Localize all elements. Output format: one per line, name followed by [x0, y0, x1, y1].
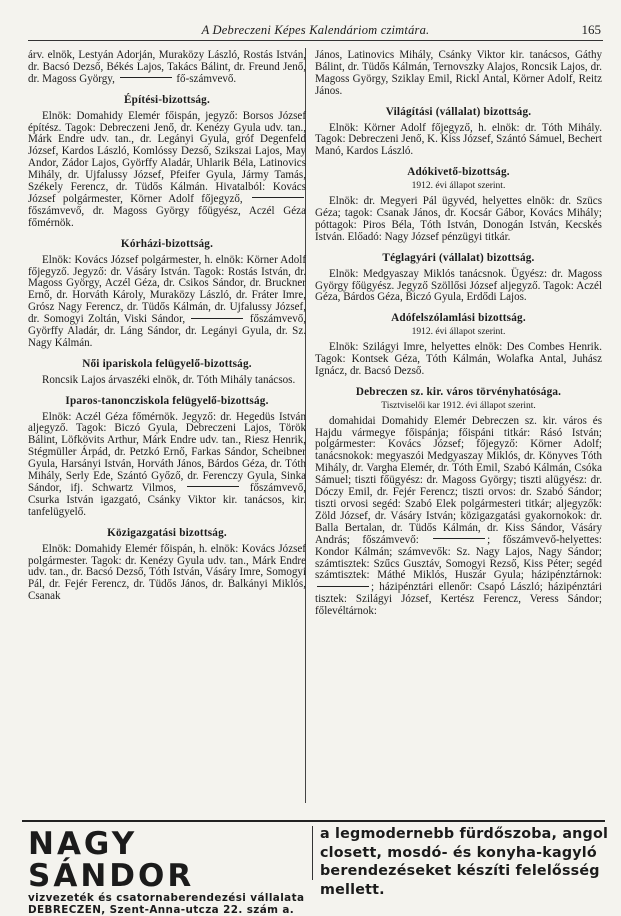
- left-intro-text: árv. elnök, Lestyán Adorján, Muraközy László, Rostás István, dr. Bacsó Dezső, Békés Lajos, Takács Bálint, dr. Freund Jenő, dr. Magoss György,: [28, 49, 306, 85]
- blank-rule: [187, 486, 239, 487]
- section-text-teglagyari: Elnök: Medgyaszay Miklós tanácsnok. Ügyész: dr. Magoss György főügyész. Jegyző Szöllősi József aljegyző. Tagok: Aczél Géza, Bárdos Géza, Biczó Gyula, Erdődi Lajos.: [315, 267, 602, 304]
- section-text-korhazi: [28, 255, 306, 350]
- section-text-part: Elnök: Domahidy Elemér főispán, jegyző: Borsos József építész. Tagok: Debreczeni Jenő, dr. Kenézy Gyula udv. tan., Márk Endre udv. tan., dr. Legányi Gyula, gróf Degenfeld József, Kardos László, Komlóssy Dezső, Szikszai Lajos, May Andor, Zádor Lajos, Györffy Aladár, Uhlarik Béla, Latinovics Mihály, dr. Ujfalussy József, Pfeifer Gyula, Jármy Tamás, Székely Ferencz, dr. Tüdős Kálmán. Hivatalból: Kovács József polgármester, Körner Adolf főjegyző,: [28, 109, 306, 205]
- blank-rule: [191, 318, 243, 319]
- blank-rule: [433, 538, 485, 539]
- section-text-part: főszámvevő, Csurka István igazgató, Csánky Viktor kir. tanácsos, kir. tanfelügyelő.: [28, 482, 306, 518]
- section-heading-teglagyari: Téglagyári (vállalat) bizottság.: [382, 251, 535, 264]
- section-text-part: főszámvevő, Györffy Aladár, dr. Láng Sándor, dr. Legányi Gyula, dr. Sz. Nagy Kálmán.: [28, 313, 307, 349]
- section-subheading-adofelszolamlasi: 1912. évi állapot szerint.: [411, 327, 506, 338]
- advert-divider: [312, 826, 313, 880]
- running-head: [28, 22, 603, 41]
- section-heading-torvenyhatosag: Debreczen sz. kir. város törvényhatósága.: [355, 385, 562, 398]
- section-heading-iparos-tanoncz: Iparos-tanoncziskola felügyelő-bizottság.: [65, 394, 269, 407]
- section-heading-korhazi: Kórházi-bizottság.: [120, 237, 214, 250]
- section-text-iparos-tanoncz: [28, 412, 306, 519]
- section-text-vilagitasi: Elnök: Körner Adolf főjegyző, h. elnök: dr. Tóth Mihály. Tagok: Debreczeni Jenő, K. Kiss József, Szántó Sámuel, Bechert Manó, Kardos László.: [315, 121, 602, 158]
- left-intro-tail: fő-számvevő.: [176, 72, 237, 85]
- section-heading-adofelszolamlasi: Adófelszólamlási bizottság.: [391, 312, 526, 325]
- section-text-epitesi: [28, 111, 306, 230]
- section-text-adokiveto: Elnök: dr. Megyeri Pál ügyvéd, helyettes elnök: dr. Szücs Géza; tagok: Csanak János, dr. Kocsár Gábor, Kovács Mihály; póttagok: Piros Béla, Tóth István, Donogán István, Kecskés István. Előadó: Nagy József pénzügyi titkár.: [315, 195, 602, 243]
- section-text-torvenyhatosag: domahidai Domahidy Elemér Debreczen sz. kir. város és Hajdu vármegye főispánja; főispáni titkár: Rásó István; polgármester: Kovács József; főjegyző: Körner Adolf; tanácsnokok: megyaszói Medgyaszay Miklós, dr. Könyves Tóth Mihály, dr. Vargha Elemér, dr. Tóth Emil, Szabó Kálmán, Csóka Sámuel; tiszti főügyész: dr. Magoss György; tiszti alügyész: dr. Dóczy Emil, dr. Fejér Ferencz; tiszti orvos: dr. Szabó Sándor; tiszti orvosi segéd: Szabó Elek polgármesteri titkár; aljegyzők: Zöld József, dr. Vásáry István; közigazgatási gyakornokok: dr. Balla Bertalan, dr. Tüdős Kálmán, dr. Kiss Sándor, Vásáry András; főszámvevő: ; főszámvevő-helyettes: Kondor Kálmán; számvevők: Sz. Nagy Lajos, Nagy Sándor; számtisztek: Szűcs Gusztáv, Somogyi Rezső, Kiss Péter; segéd számtisztek: Máthé Miklós, Huszár Gyula; házipénztárnok: ; házipénztári ellenőr: Csapó László; házipénztári tisztek: Szilágyi József, Kertész Ferencz, Veress Sándor; főlevéltárnok:: [315, 414, 602, 618]
- advert-desc-line2: DEBRECZEN, Szent-Anna-utcza 22. szám a.: [28, 904, 295, 916]
- section-subheading-adokiveto: 1912. évi állapot szerint.: [411, 181, 506, 192]
- advert-desc-line1: vizvezeték és csatornaberendezési vállalata: [28, 892, 305, 904]
- advert-name: NAGY SÁNDOR: [28, 826, 195, 894]
- section-text-part: főszámvevő, dr. Magoss György főügyész, Aczél Géza főmérnök.: [28, 204, 306, 229]
- left-column: [28, 50, 306, 603]
- running-title: A Debreczeni Képes Kalendáriom czimtára.: [201, 23, 430, 37]
- advert-slogan: a legmodernebb fürdőszoba, angol closett, mosdó- és konyha-kagyló berendezéseket készíti felelősség mellett.: [320, 826, 609, 898]
- section-text-part: domahidai Domahidy Elemér Debreczen sz. kir. város és Hajdu vármegye főispánja; főispáni titkár: Rásó István; polgármester: Kovács József; főjegyző: Körner Adolf; tanácsnokok: megyaszói Medgyaszay Miklós, dr. Könyves Tóth Mihály, dr. Vargha Elemér, dr. Tóth Emil, Szabó Kálmán, Csóka Sámuel; tiszti főügyész: dr. Magoss György; tiszti alügyész: dr. Dóczy Emil, dr. Fejér Ferencz; tiszti orvos: dr. Szabó Sándor; tiszti orvosi segéd: Szabó Elek polgármesteri titkár; aljegyzők: Zöld József, dr. Vásáry István; közigazgatási gyakornokok: dr. Balla Bertalan, dr. Tüdős Kálmán, dr. Kiss Sándor, Vásáry András; főszámvevő:: [315, 414, 602, 546]
- section-heading-kozigazgatasi: Közigazgatási bizottság.: [107, 526, 227, 539]
- section-heading-adokiveto: Adókivető-bizottság.: [407, 166, 510, 179]
- advert-left: [28, 828, 310, 916]
- right-column: [315, 50, 602, 618]
- right-intro: János, Latinovics Mihály, Csánky Viktor kir. tanácsos, Gáthy Bálint, dr. Tüdős Kálmán, Ternovszky Alajos, Roncsik Lajos, dr. Magoss György, Sziklay Emil, Rickl Antal, Körner Adolf, Reitz János.: [315, 49, 602, 97]
- section-heading-epitesi: Építési-bizottság.: [124, 93, 210, 106]
- section-text-part: főszámvevő-helyettes: Kondor Kálmán; számvevők: Sz. Nagy Lajos, Nagy Sándor; számtisztek: Szűcs Gusztáv, Somogyi Rezső, Kiss Péter; segéd számtisztek: Máthé Miklós, Huszár Gyula; házipénztárnok:: [315, 533, 602, 582]
- section-text-part: Elnök: Kovács József polgármester, h. elnök: Körner Adolf főjegyző. Jegyző: dr. Vásáry István. Tagok: Rostás István, dr. Magoss György, Aczél Géza, dr. Csikos Sándor, dr. Bruckner Ernő, dr. Horváth Károly, Muraközy László, dr. Fráter Imre, Grósz Nagy Ferencz, dr. Tüdős Kálmán, dr. Ujfalussy József, dr. Somogyi Zoltán, Viski Sándor,: [28, 253, 306, 326]
- blank-rule: [252, 197, 304, 198]
- blank-rule: [317, 586, 369, 587]
- section-heading-noi-ipariskola: Női ipariskola felügyelő-bizottság.: [82, 357, 252, 370]
- section-text-noi-ipariskola: Roncsik Lajos árvaszéki elnök, dr. Tóth Mihály tanácsos.: [42, 373, 296, 386]
- section-subheading-torvenyhatosag: Tisztviselői kar 1912. évi állapot szerint.: [381, 400, 536, 411]
- section-text-kozigazgatasi: Elnök: Domahidy Elemér főispán, h. elnök: Kovács József polgármester. Tagok: dr. Kenézy Gyula udv. tan., Márk Endre udv. tan., dr. Bacsó Dezső, Tóth István, Vásáry Imre, Somogyi Pál, dr. Fejér Ferencz, dr. Tüdős János, dr. Balkányi Miklós, Csanak: [28, 542, 306, 603]
- section-text-part: ; házipénztári ellenőr: Csapó László; házipénztári tisztek: Szilágyi József, Kertész Ferencz, Veress Sándor; főlevéltárnok:: [315, 581, 602, 618]
- section-text-adofelszolamlasi: Elnök: Szilágyi Imre, helyettes elnök: Des Combes Henrik. Tagok: Kontsek Géza, Tóth Kálmán, Wolafka Antal, Juhász Ignácz, dr. Bacsó Dezső.: [315, 341, 602, 377]
- section-heading-vilagitasi: Világítási (vállalat) bizottság.: [385, 105, 532, 118]
- left-intro: [28, 50, 306, 86]
- advertisement: [22, 820, 609, 916]
- page-number: 165: [581, 22, 601, 37]
- section-text-part: Elnök: Aczél Géza főmérnök. Jegyző: dr. Hegedüs István aljegyző. Tagok: Biczó Gyula, Debreczeni Lajos, Török Bálint, Löfkövits Arthur, Márk Endre udv. tan., Riesz Henrik, Stégmüller Árpád, dr. Petzkó Ernő, Farkas Sándor, Scheibner Gyula, Harsányi István, Horváth János, Bárdos Géza, dr. Tóth Mihály, Serly Ede, Szántó Győző, dr. Ferenczy Gyula, Sinka Sándor, ifj. Schwartz Vilmos,: [28, 410, 306, 494]
- blank-rule: [120, 77, 172, 78]
